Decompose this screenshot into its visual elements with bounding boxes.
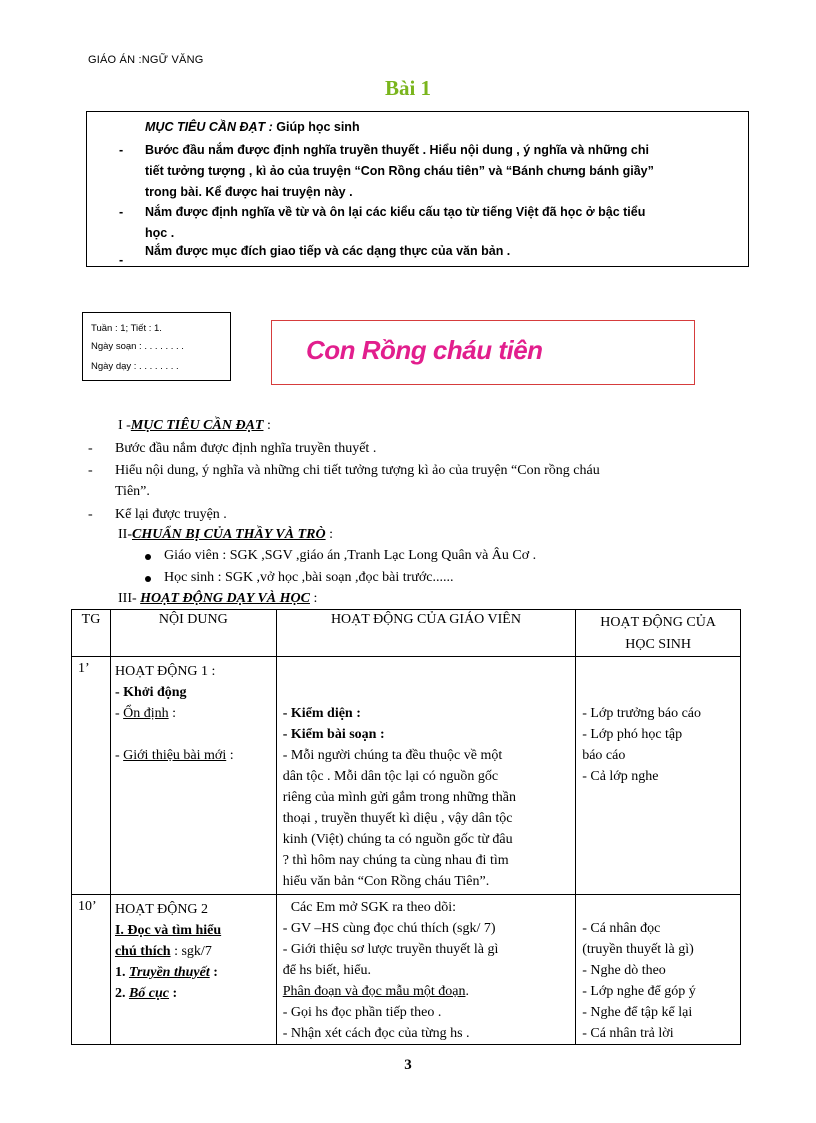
bullet-dash: - <box>119 205 124 219</box>
section-3-heading: III- HOẠT ĐỘNG DẠY VÀ HỌC : <box>118 591 318 606</box>
lesson-title: Bài 1 <box>384 76 432 100</box>
student-activity-cell: - Cá nhân đọc (truyền thuyết là gì) - Nghe dò theo - Lớp nghe để góp ý - Nghe để tập kể lại - Cá nhân trả lời <box>576 895 741 1045</box>
header-student: HOẠT ĐỘNG CỦA HỌC SINH <box>576 610 741 657</box>
page-number: 3 <box>404 1057 412 1073</box>
teacher-activity-cell: Các Em mở SGK ra theo dõi: - GV –HS cùng đọc chú thích (sgk/ 7) - Giới thiệu sơ lược truyền thuyết là gì để hs biết, hiểu. Phân đoạn và đọc mẫu một đoạn. - Gọi hs đọc phần tiếp theo . - Nhận xét cách đọc của từng hs . <box>276 895 575 1045</box>
section-1-heading: I -MỤC TIÊU CẦN ĐẠT : <box>118 418 271 433</box>
story-title: Con Rồng cháu tiên <box>306 335 543 365</box>
header-teacher: HOẠT ĐỘNG CỦA GIÁO VIÊN <box>276 610 575 657</box>
document-header: GIÁO ÁN :NGỮ VĂNG <box>88 54 204 66</box>
lesson-plan-table <box>71 609 741 1045</box>
bullet-dash: - <box>88 463 93 478</box>
section-1-item: Kể lại được truyện . <box>115 507 227 522</box>
section-2-heading: II-CHUẨN BỊ CỦA THẦY VÀ TRÒ : <box>118 527 333 542</box>
prep-date: Ngày soạn : . . . . . . . . <box>91 341 184 352</box>
bullet-dash: - <box>119 253 124 267</box>
bullet-dot <box>145 554 151 560</box>
header-content: NỘI DUNG <box>110 610 276 657</box>
section-2-item: Học sinh : SGK ,vở học ,bài soạn ,đọc bài trước...... <box>164 570 454 585</box>
time-cell: 10’ <box>72 895 111 1045</box>
section-1-item-cont: Tiên”. <box>115 484 150 499</box>
story-title-box <box>271 320 695 385</box>
bullet-dash: - <box>88 441 93 456</box>
bullet-dot <box>145 576 151 582</box>
content-cell: HOẠT ĐỘNG 1 : - Khởi động - Ổn định : - Giới thiệu bài mới : <box>110 657 276 895</box>
table-row <box>72 895 741 1045</box>
section-1-item: Hiểu nội dung, ý nghĩa và những chi tiết tưởng tượng kì ảo của truyện “Con rồng cháu <box>115 463 600 478</box>
section-1-item: Bước đầu nắm được định nghĩa truyền thuyết . <box>115 441 377 456</box>
teacher-activity-cell: - Kiểm diện : - Kiểm bài soạn : - Mỗi người chúng ta đều thuộc về một dân tộc . Mỗi dân tộc lại có nguồn gốc riêng của mình gửi gắm trong những thần thoại , truyền thuyết kì diệu , vậy dân tộc kinh (Việt) chúng ta có nguồn gốc từ đâu ? thì hôm nay chúng ta cùng nhau đi tìm hiểu văn bản “Con Rồng cháu Tiên”. <box>276 657 575 895</box>
section-2-item: Giáo viên : SGK ,SGV ,giáo án ,Tranh Lạc Long Quân và Âu Cơ . <box>164 548 537 563</box>
table-header-row <box>72 610 741 657</box>
lesson-info-box <box>82 312 231 381</box>
student-activity-cell: - Lớp trưởng báo cáo - Lớp phó học tập báo cáo - Cả lớp nghe <box>576 657 741 895</box>
objective-item: Nắm được định nghĩa về từ và ôn lại các kiểu cấu tạo từ tiếng Việt đã học ở bậc tiểu học . <box>145 205 646 240</box>
week-info: Tuần : 1; Tiết : 1. <box>91 323 162 334</box>
table-row <box>72 657 741 895</box>
objectives-box <box>86 111 749 267</box>
teach-date: Ngày dạy : . . . . . . . . <box>91 361 179 372</box>
bullet-dash: - <box>88 507 93 522</box>
objectives-heading: MỤC TIÊU CẦN ĐẠT : Giúp học sinh <box>145 120 360 134</box>
bullet-dash: - <box>119 143 124 157</box>
content-cell: HOẠT ĐỘNG 2 I. Đọc và tìm hiểu chú thích : sgk/7 1. Truyền thuyết : 2. Bố cục : <box>110 895 276 1045</box>
objective-item: Nắm được mục đích giao tiếp và các dạng thực của văn bản . <box>145 244 511 258</box>
header-tg: TG <box>72 610 111 657</box>
objective-item: Bước đầu nắm được định nghĩa truyền thuyết . Hiểu nội dung , ý nghĩa và những chi tiết tưởng tượng , kì ảo của truyện “Con Rồng cháu tiên” và “Bánh chưng bánh giầy” trong bài. Kể được hai truyện này . <box>145 143 654 199</box>
time-cell: 1’ <box>72 657 111 895</box>
